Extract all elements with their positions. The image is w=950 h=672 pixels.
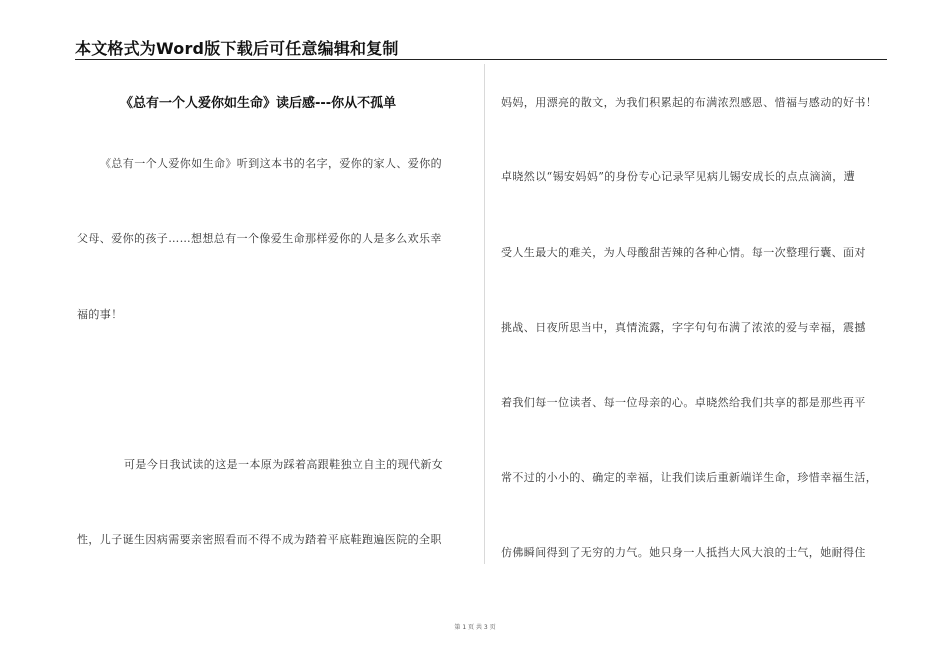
left-paragraph-line: 父母、爱你的孩子……想想总有一个像爱生命那样爱你的人是多么欢乐幸	[77, 232, 442, 245]
right-paragraph-line: 着我们每一位读者、每一位母亲的心。卓晓然给我们共享的都是那些再平	[501, 396, 866, 409]
right-paragraph-line: 常不过的小小的、确定的幸福，让我们读后重新端详生命，珍惜幸福生活，	[501, 471, 878, 484]
document-header: 本文格式为Word版下载后可任意编辑和复制	[75, 39, 399, 58]
header-divider	[75, 59, 887, 60]
right-paragraph-line: 受人生最大的难关，为人母酸甜苦辣的各种心情。每一次整理行囊、面对	[501, 246, 866, 259]
left-paragraph-line: 性，儿子诞生因病需要亲密照看而不得不成为踏着平底鞋跑遍医院的全职	[77, 533, 442, 546]
left-paragraph-line: 可是今日我试读的这是一本原为踩着高跟鞋独立自主的现代新女	[124, 458, 444, 471]
document-title: 《总有一个人爱你如生命》读后感---你从不孤单	[120, 96, 397, 111]
right-paragraph-line: 仿佛瞬间得到了无穷的力气。她只身一人抵挡大风大浪的士气，她耐得住	[501, 546, 866, 559]
left-paragraph-line: 《总有一个人爱你如生命》听到这本书的名字，爱你的家人、爱你的	[100, 157, 442, 170]
column-divider	[484, 64, 485, 564]
right-paragraph-line: 挑战、日夜所思当中，真情流露，字字句句布满了浓浓的爱与幸福，震撼	[501, 321, 866, 334]
page-number: 第 1 页 共 3 页	[454, 624, 496, 631]
right-paragraph-line: 妈妈，用漂亮的散文，为我们积累起的布满浓烈感恩、惜福与感动的好书！	[501, 96, 878, 109]
right-paragraph-line: 卓晓然以“锡安妈妈”的身份专心记录罕见病儿锡安成长的点点滴滴，遭	[501, 170, 856, 183]
left-paragraph-line: 福的事！	[77, 308, 123, 321]
